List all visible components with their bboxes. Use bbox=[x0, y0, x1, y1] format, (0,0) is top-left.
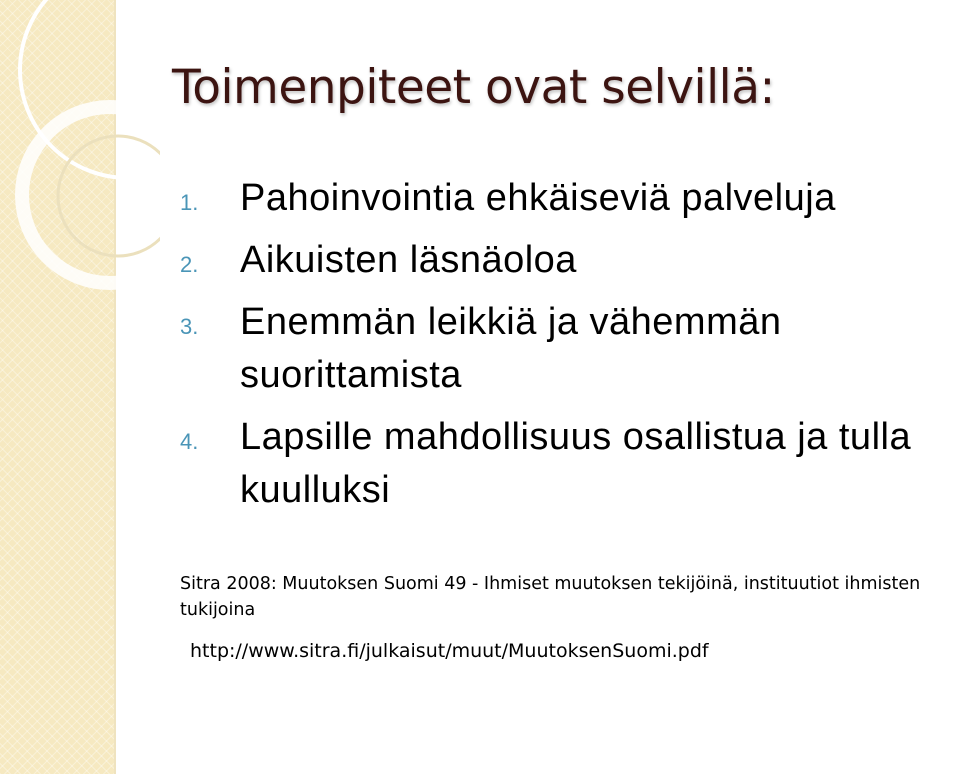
list-item-number: 4. bbox=[180, 429, 199, 454]
list-item bbox=[180, 172, 950, 225]
list-item-number: 3. bbox=[180, 314, 199, 339]
source-citation: Sitra 2008: Muutoksen Suomi 49 - Ihmiset muutoksen tekijöinä, instituutiot ihmisten tukijoina bbox=[180, 574, 921, 620]
list-item-text: Lapsille mahdollisuus osallistua ja tulla kuulluksi bbox=[240, 416, 912, 511]
decorative-circles-icon bbox=[0, 0, 160, 300]
list-item-number: 2. bbox=[180, 252, 199, 277]
list-item-text: Enemmän leikkiä ja vähemmän suorittamista bbox=[240, 301, 782, 396]
list-item-text: Aikuisten läsnäoloa bbox=[240, 239, 577, 281]
source-link[interactable]: http://www.sitra.fi/julkaisut/muut/MuutoksenSuomi.pdf bbox=[190, 640, 709, 662]
list-item-number: 1. bbox=[180, 190, 199, 215]
list-item bbox=[180, 411, 950, 517]
list-item bbox=[180, 296, 950, 402]
measures-list bbox=[180, 172, 950, 517]
slide-title: Toimenpiteet ovat selvillä: bbox=[172, 60, 775, 115]
list-item-text: Pahoinvointia ehkäiseviä palveluja bbox=[240, 177, 836, 219]
list-item bbox=[180, 234, 950, 287]
